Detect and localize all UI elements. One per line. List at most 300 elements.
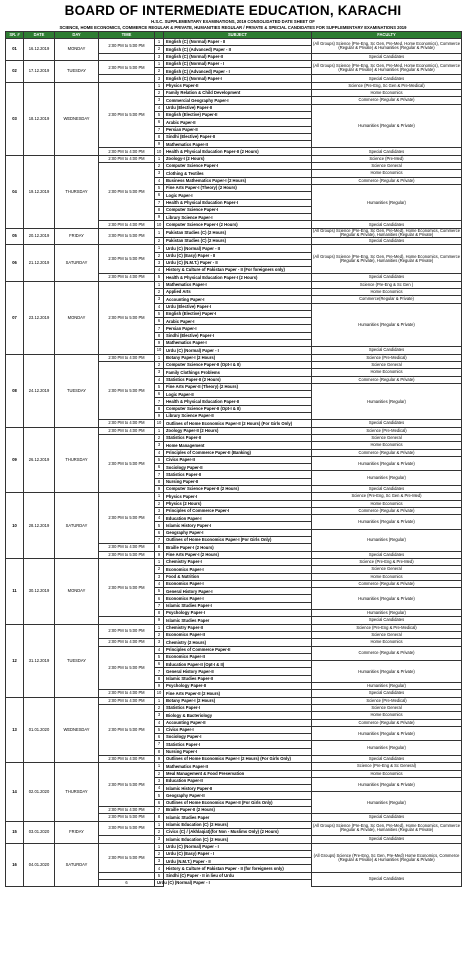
subject-cell: Home Management <box>164 442 312 449</box>
paper-no-cell: 5 <box>155 522 164 529</box>
time-cell: 2:00 PM to 5:00 PM <box>99 646 155 690</box>
paper-no-cell: 2 <box>155 850 164 857</box>
faculty-cell: (All Groups) Science (Pre-Eng, Sc Gen, Pre-Med), Home Economics, Commerce (Regular & Private), Humanities (Regular & Private) <box>312 821 462 836</box>
faculty-cell: Humanities (Regular) <box>312 184 462 220</box>
subject-cell: Statistics Paper-II <box>164 434 312 441</box>
faculty-cell: Humanities (Regular & Private) <box>312 588 462 610</box>
paper-no-cell: 2 <box>155 631 164 638</box>
subject-cell: Economics Paper-II <box>164 653 312 660</box>
subject-cell: Economics Paper-I <box>164 595 312 602</box>
faculty-cell: Science (Pre-Eng, Sc Gen & Pre-Medical) <box>312 82 462 89</box>
time-cell: 2:00 PM to 5:00 PM <box>99 434 155 492</box>
day-cell: MONDAY <box>55 39 99 61</box>
subject-cell: Geography Paper-I <box>164 529 312 536</box>
faculty-cell: (All Groups) Science (Pre-Eng, Sc Gen, Pre-Med, Home Economics), Commerce (Regular & Private) & Humanities (Regular & Private) <box>312 60 462 75</box>
page-subtitle: H.S.C. SUPPLEMENTARY EXAMINATIONS, 2019 CONSOLIDATED DATE SHEET OF <box>151 19 315 24</box>
header-time: TIME <box>99 32 155 39</box>
subject-cell: Health & Physical Education Paper-II (2 Hours) <box>164 148 312 155</box>
subject-cell: Mathematics Paper-I <box>164 340 312 347</box>
subject-cell: Chemistry Paper-I <box>164 558 312 565</box>
subject-cell: Library Science Paper-I <box>164 214 312 221</box>
time-cell: 2:00 PM to 5:00 PM <box>99 558 155 616</box>
subject-cell: English (C) (Normal) Paper-I <box>164 75 312 82</box>
subject-cell: Fine Arts Paper-I (2 Hours) <box>164 551 312 558</box>
time-cell: 3:00 PM to 5:00 PM <box>99 821 155 836</box>
day-cell: TUESDAY <box>55 624 99 697</box>
subject-cell: Urdu (C) (Normal) Paper - I <box>164 843 312 850</box>
time-cell <box>99 75 155 82</box>
header-sr: SR. # <box>6 32 24 39</box>
faculty-cell: Special Candidates <box>312 221 462 228</box>
time-cell: 2:00 PM to 4:00 PM <box>99 274 155 281</box>
paper-no-cell: 3 <box>155 712 164 719</box>
subject-cell: Urdu (C) (Easy) Paper - I <box>164 850 312 857</box>
faculty-cell: Special Candidates <box>312 347 462 354</box>
faculty-cell: Humanities (Regular) <box>312 471 462 486</box>
paper-no-cell: 4 <box>155 376 164 383</box>
time-cell: 2:00 PM to 5:00 PM <box>99 39 155 54</box>
day-cell: FRIDAY <box>55 821 99 843</box>
paper-no-cell: 1 <box>155 697 164 704</box>
faculty-cell: Special Candidates <box>312 53 462 60</box>
subject-cell: Islamic Studies Paper-I <box>164 602 312 609</box>
paper-no-cell: 7 <box>155 199 164 206</box>
faculty-cell: Special Candidates <box>312 690 462 697</box>
subject-cell: Sociology Paper-I <box>164 734 312 741</box>
faculty-cell: Special Candidates <box>312 420 462 427</box>
paper-no-cell: 8 <box>155 814 164 821</box>
day-cell: FRIDAY <box>55 228 99 244</box>
paper-no-cell: 4 <box>155 785 164 792</box>
time-cell: 2:00 PM to 5:00 PM <box>99 624 155 639</box>
subject-cell: English (Elective) Paper-II <box>164 111 312 118</box>
subject-cell: Family Relation & Child Development <box>164 90 312 97</box>
subject-cell: Principles of Commerce Paper-II (Banking) <box>164 449 312 456</box>
paper-no-cell: 1 <box>155 763 164 770</box>
time-cell: 2:00 PM to 4:00 PM <box>99 544 155 551</box>
date-cell: 31.12.2019 <box>24 624 55 697</box>
subject-cell: Accounting Paper-I <box>164 296 312 303</box>
day-cell: TUESDAY <box>55 354 99 427</box>
subject-cell: Commercial Geography Paper-I <box>164 97 312 104</box>
faculty-cell: Humanities (Regular) <box>312 741 462 756</box>
paper-no-cell: 10 <box>155 347 164 354</box>
paper-no-cell: 7 <box>155 741 164 748</box>
date-cell: 24.12.2019 <box>24 354 55 427</box>
paper-no-cell: 3 <box>155 369 164 376</box>
serial-cell: 14 <box>6 763 24 821</box>
paper-no-cell: 3 <box>155 639 164 646</box>
faculty-cell: Special Candidates <box>312 617 462 624</box>
date-cell: 16.12.2019 <box>24 39 55 61</box>
faculty-cell: Science (Pre-Eng, Sc Gen & Pre-Med) <box>312 493 462 500</box>
day-cell: THURSDAY <box>55 155 99 228</box>
paper-no-cell: 2 <box>155 828 164 835</box>
time-cell: 2:00 PM to 5:00 PM <box>99 245 155 274</box>
paper-no-cell: 7 <box>155 471 164 478</box>
subject-cell: Braille Paper-II (2 Hours) <box>164 807 312 814</box>
paper-no-cell: 9 <box>155 486 164 493</box>
subject-cell: Pakistan Studies (C) (2 Hours) <box>164 237 312 244</box>
subject-cell: Civics (C) / (Akhlaqiat)(for Non - Muslims Only) (2 Hours) <box>164 828 312 835</box>
paper-no-cell: 5 <box>155 792 164 799</box>
subject-cell: Psychology Paper-I <box>164 610 312 617</box>
paper-no-cell: 3 <box>155 836 164 843</box>
faculty-cell: Special Candidates <box>312 872 462 887</box>
paper-no-cell: 6 <box>155 595 164 602</box>
paper-no-cell: 4 <box>155 104 164 111</box>
faculty-cell: Home Economics <box>312 90 462 97</box>
faculty-cell: Humanities (Regular) <box>312 383 462 419</box>
subject-cell: Education Paper-I <box>164 515 312 522</box>
paper-no-cell: 6 <box>155 661 164 668</box>
paper-no-cell: 8 <box>155 478 164 485</box>
paper-no-cell: 3 <box>155 507 164 514</box>
subject-cell: Urdu (N.M.T.) Paper - II <box>164 858 312 865</box>
date-cell: 03.01.2020 <box>24 821 55 843</box>
faculty-cell: Special Candidates <box>312 237 462 244</box>
subject-cell: General History Paper-I <box>164 588 312 595</box>
paper-no-cell: 4 <box>155 580 164 587</box>
paper-no-cell: 5 <box>155 184 164 191</box>
subject-cell: Health & Physical Education Paper-I (2 Hours) <box>164 274 312 281</box>
time-cell: 3:00 PM to 5:00 PM <box>99 228 155 244</box>
faculty-cell: Science (Pre-Medical) <box>312 354 462 361</box>
subject-cell: Applied Arts <box>164 288 312 295</box>
subject-cell: Computer Science Paper-I <box>164 206 312 213</box>
subject-cell: Principles of Commerce Paper-II <box>164 646 312 653</box>
time-cell: 2:00 PM to 5:00 PM <box>99 814 155 821</box>
table-body <box>6 39 462 887</box>
subject-cell: Biology & Bacteriology <box>164 712 312 719</box>
paper-no-cell: 9 <box>155 413 164 420</box>
time-cell: 2:00 PM to 5:00 PM <box>99 60 155 75</box>
date-cell: 28.12.2019 <box>24 493 55 559</box>
subject-cell: Computer Science Paper-II (Opt-I & II) <box>164 405 312 412</box>
paper-no-cell: 7 <box>155 126 164 133</box>
paper-no-cell: 6 <box>155 192 164 199</box>
page-subtitle-2: SCIENCE, HOME ECONOMICS, COMMERCE REGULAR & PRIVATE, HUMANITIES REGULAR / PRIVATE & SPECIAL CANDIDATES FOR SUPPLEMENTARY EXAMINATIONS 2019 <box>59 24 407 30</box>
faculty-cell: Science General <box>312 704 462 711</box>
date-cell: 02.01.2020 <box>24 763 55 821</box>
faculty-cell: Special Candidates <box>312 274 462 281</box>
header-day: DAY <box>55 32 99 39</box>
subject-cell: English (Elective) Paper-I <box>164 310 312 317</box>
subject-cell: Fine Arts Paper-II (2 Hours) <box>164 690 312 697</box>
subject-cell: Urdu (C) (N.M.T.) Paper - II <box>164 259 312 266</box>
faculty-cell: Humanities (Regular & Private) <box>312 303 462 347</box>
paper-no-cell: 7 <box>155 807 164 814</box>
time-cell: 2:00 PM to 4:00 PM <box>99 148 155 155</box>
subject-cell: Botany Paper-I (2 Hours) <box>164 354 312 361</box>
paper-no-cell: 1 <box>155 82 164 89</box>
subject-cell: Mathematics Paper-II <box>164 763 312 770</box>
faculty-cell: Science (Pre-Med) <box>312 155 462 162</box>
paper-no-cell: 5 <box>155 588 164 595</box>
time-cell: 2:00 PM to 4:00 PM <box>99 221 155 228</box>
subject-cell: Statistics Paper-II (2 Hours) <box>164 376 312 383</box>
faculty-cell: Commerce(Regular & Private) <box>312 296 462 303</box>
time-cell: 2:00 PM to 5:00 PM <box>99 843 155 872</box>
paper-no-cell: 2 <box>155 566 164 573</box>
subject-cell: Braille Paper-I (2 Hours) <box>164 544 312 551</box>
subject-cell: Statistics Paper-I <box>164 704 312 711</box>
subject-cell: Zoology Paper-II (2 Hours) <box>164 427 312 434</box>
paper-no-cell: 6 <box>155 318 164 325</box>
faculty-cell: Special Candidates <box>312 75 462 82</box>
subject-cell: Education Paper-II <box>164 777 312 784</box>
time-cell <box>99 53 155 60</box>
faculty-cell: Home Economics <box>312 442 462 449</box>
faculty-cell: Science General <box>312 163 462 170</box>
date-cell: 23.12.2019 <box>24 281 55 354</box>
subject-cell: Outlines of Home Economics Paper-I (For Girls Only) <box>164 537 312 544</box>
faculty-cell: Humanities (Regular & Private) <box>312 456 462 471</box>
faculty-cell: Science General <box>312 631 462 638</box>
table-row <box>6 82 462 89</box>
subject-cell: Meal Management & Food Preservation <box>164 770 312 777</box>
subject-cell: Physics Paper-I <box>164 493 312 500</box>
subject-cell: History & Culture of Pakistan Paper - II (for foreigners only) <box>164 865 312 872</box>
faculty-cell: Special Candidates <box>312 486 462 493</box>
time-cell: 2:00 PM to 4:00 PM <box>99 755 155 762</box>
subject-cell: Economics Paper-I <box>164 566 312 573</box>
faculty-cell: Special Candidates <box>312 148 462 155</box>
subject-cell: Islamic History Paper-II <box>164 785 312 792</box>
paper-no-cell: 5 <box>155 456 164 463</box>
time-cell: 2:00 PM to 4:00 PM <box>99 427 155 434</box>
faculty-cell: (All Groups) Science (Pre-Eng, Sc Gen, Pre-Med), Home Economics, Commerce (Regular & Private), Humanities (Regular & Private) <box>313 227 460 237</box>
time-cell: 2:00 PM to 5:00 PM <box>99 163 155 221</box>
table-row <box>6 281 462 288</box>
paper-no-cell: 10 <box>155 690 164 697</box>
faculty-cell: Commerce (Regular & Private) <box>312 580 462 587</box>
time-cell: 2:00 PM to 5:00 PM <box>99 704 155 755</box>
subject-cell: Arabic Paper-I <box>164 318 312 325</box>
serial-cell: 08 <box>6 354 24 427</box>
subject-cell: Urdu (C) (Normal) Paper - II <box>164 245 312 252</box>
paper-no-cell: 3 <box>155 75 164 82</box>
faculty-cell: Home Economics <box>312 712 462 719</box>
subject-cell: Islamic History Paper-I <box>164 522 312 529</box>
faculty-cell: Commerce (Regular & Private) <box>312 449 462 456</box>
paper-no-cell: 8 <box>155 544 164 551</box>
faculty-cell: Science (Pre-Eng & Sc General) <box>312 763 462 770</box>
paper-no-cell: 6 <box>155 734 164 741</box>
time-cell: 2:00 PM to 4:00 PM <box>99 697 155 704</box>
day-cell: WEDNESDAY <box>55 82 99 155</box>
date-cell: 21.12.2019 <box>24 245 55 281</box>
paper-no-cell: 2 <box>155 163 164 170</box>
date-cell: 19.12.2019 <box>24 155 55 228</box>
time-cell <box>99 617 155 624</box>
page-title: BOARD OF INTERMEDIATE EDUCATION, KARACHI <box>64 3 402 18</box>
faculty-cell: Home Economics <box>312 288 462 295</box>
paper-no-cell: 8 <box>155 405 164 412</box>
faculty-cell: Humanities (Regular) <box>312 683 462 690</box>
date-sheet-table <box>5 31 462 887</box>
paper-no-cell: 5 <box>155 726 164 733</box>
paper-no-cell: 7 <box>155 398 164 405</box>
table-row <box>6 354 462 361</box>
subject-cell: Urdu (Elective) Paper-I <box>164 303 312 310</box>
subject-cell: Economics Paper-II <box>164 631 312 638</box>
paper-no-cell: 1 <box>155 821 164 828</box>
paper-no-cell: 8 <box>155 748 164 755</box>
paper-no-cell: 2 <box>155 288 164 295</box>
subject-cell: Geography Paper-II <box>164 792 312 799</box>
table-row <box>6 821 462 828</box>
table-row <box>6 493 462 500</box>
subject-cell: Computer Science Paper-II (Opt-I & II) <box>164 361 312 368</box>
time-cell: 2:00 PM to 4:00 PM <box>99 155 155 162</box>
table-row <box>6 624 462 631</box>
faculty-cell: Home Economics <box>312 369 462 376</box>
faculty-cell: Science General <box>312 566 462 573</box>
paper-no-cell: 9 <box>155 617 164 624</box>
subject-cell: Islamic Studies Paper <box>164 617 312 624</box>
subject-cell: English (C) (Normal) Paper - I <box>164 60 312 67</box>
faculty-cell: Science (Pre-Eng & Pre-Med) <box>312 558 462 565</box>
paper-no-cell: 3 <box>155 53 164 60</box>
paper-no-cell: 10 <box>155 420 164 427</box>
serial-cell: 10 <box>6 493 24 559</box>
subject-cell: Persian Paper-II <box>164 126 312 133</box>
paper-no-cell: 1 <box>155 245 164 252</box>
subject-cell: Fine Arts Paper-I (Theory) (2 Hours) <box>164 184 312 191</box>
time-cell: 2:00 PM to 5:00 PM <box>99 281 155 354</box>
header-faculty: FACULTY <box>312 32 462 39</box>
time-cell: 2:00 PM to 4:00 PM <box>99 420 155 427</box>
subject-cell: Statistics Paper-II <box>164 471 312 478</box>
serial-cell: 05 <box>6 228 24 244</box>
subject-cell: Computer Science Paper-I <box>164 163 312 170</box>
subject-cell: Urdu (Elective) Paper-II <box>164 104 312 111</box>
paper-no-cell: 5 <box>155 872 164 879</box>
faculty-cell: Science (Pre-Eng & Pre-Medical) <box>312 624 462 631</box>
subject-cell: Principles of Commerce Paper-I <box>164 507 312 514</box>
table-row <box>6 60 462 67</box>
subject-cell: Economics Paper-I <box>164 580 312 587</box>
subject-cell: Library Science Paper-II <box>164 413 312 420</box>
table-row <box>6 427 462 434</box>
paper-no-cell: 10 <box>155 221 164 228</box>
paper-no-cell: 10 <box>155 148 164 155</box>
subject-cell: English (C) (Advanced) Paper - I <box>164 68 312 75</box>
serial-cell: 06 <box>6 245 24 281</box>
faculty-cell: Science General <box>312 361 462 368</box>
subject-cell: Outlines of Home Economics Paper-II (2 Hours) (For Girls Only) <box>164 420 312 427</box>
table-row <box>6 763 462 770</box>
subject-cell: English (C) (Advanced) Paper - II <box>164 46 312 53</box>
header-subject: SUBJECT <box>164 32 312 39</box>
faculty-cell: Commerce (Regular & Private) <box>312 719 462 726</box>
serial-cell: 13 <box>6 697 24 763</box>
subject-cell: Computer Science Paper-II (2 Hours) <box>164 486 312 493</box>
faculty-cell: Science (Pre-Medical) <box>312 427 462 434</box>
subject-cell: Urdu (C) (Normal) Paper - I <box>155 880 164 887</box>
faculty-cell: Commerce (Regular & Private) <box>312 646 462 661</box>
table-row <box>6 155 462 162</box>
subject-cell: Business Mathematics Paper-I (2 Hours) <box>164 177 312 184</box>
table-header-row <box>6 32 462 39</box>
table-row <box>6 558 462 565</box>
subject-cell: English (C) (Normal) Paper - II <box>164 39 312 46</box>
serial-cell: 12 <box>6 624 24 697</box>
paper-no-cell: 8 <box>155 206 164 213</box>
time-cell <box>99 872 155 879</box>
paper-no-cell: 3 <box>155 259 164 266</box>
paper-no-cell: 1 <box>155 624 164 631</box>
subject-cell: Nursing Paper-II <box>164 478 312 485</box>
subject-cell: Clothing & Textiles <box>164 170 312 177</box>
faculty-cell: Home Economics <box>312 770 462 777</box>
serial-cell: 02 <box>6 60 24 82</box>
subject-cell: English (C) (Normal) Paper-II <box>164 53 312 60</box>
subject-cell: Sindhi (Elective) Paper-I <box>164 332 312 339</box>
paper-no-cell: 9 <box>155 551 164 558</box>
paper-no-cell: 2 <box>155 434 164 441</box>
serial-cell: 15 <box>6 821 24 843</box>
faculty-cell: Humanities (Regular) <box>312 792 462 814</box>
paper-no-cell: 9 <box>155 340 164 347</box>
serial-cell: 01 <box>6 39 24 61</box>
faculty-cell: Commerce (Regular & Private) <box>312 97 462 104</box>
faculty-cell: Home Economics <box>312 573 462 580</box>
date-cell: 04.01.2020 <box>24 843 55 887</box>
subject-cell: Persian Paper-I <box>164 325 312 332</box>
paper-no-cell: 8 <box>155 675 164 682</box>
day-cell: TUESDAY <box>55 60 99 82</box>
paper-no-cell: 5 <box>155 653 164 660</box>
paper-no-cell: 7 <box>155 537 164 544</box>
paper-no-cell: 2 <box>155 90 164 97</box>
paper-no-cell: 6 <box>99 880 155 887</box>
subject-cell: Fine Arts Paper-II (Theory) (2 Hours) <box>164 383 312 390</box>
day-cell: THURSDAY <box>55 763 99 821</box>
paper-no-cell: 5 <box>155 111 164 118</box>
faculty-cell: Special Candidates <box>312 755 462 762</box>
paper-no-cell: 3 <box>155 97 164 104</box>
paper-no-cell: 1 <box>155 493 164 500</box>
paper-no-cell: 1 <box>155 427 164 434</box>
subject-cell: Accounting Paper-II <box>164 719 312 726</box>
time-cell: 2:00 PM to 5:00 PM <box>99 763 155 807</box>
subject-cell: Chemistry (2 Hours) <box>164 639 312 646</box>
faculty-cell: Home Economics <box>312 170 462 177</box>
subject-cell: Sindhi (C) Paper - II in lieu of Urdu <box>164 872 312 879</box>
paper-no-cell: 5 <box>155 310 164 317</box>
paper-no-cell: 7 <box>155 602 164 609</box>
paper-no-cell: 5 <box>155 274 164 281</box>
day-cell: SATURDAY <box>55 493 99 559</box>
subject-cell: Psychology Paper-II <box>164 683 312 690</box>
date-cell: 30.12.2019 <box>24 558 55 624</box>
time-cell: 2:00 PM to 4:00 PM <box>99 690 155 697</box>
faculty-cell: (All Groups) Science (Pre-Eng, Sc Gen, Pre-Med), Home Economics, Commerce (Regular & Private), Humanities (Regular & Private) <box>312 245 462 274</box>
paper-no-cell: 7 <box>155 668 164 675</box>
subject-cell: Civics Paper-II <box>164 456 312 463</box>
subject-cell: Botany Paper-I (2 Hours) <box>164 697 312 704</box>
time-cell: 2:00 PM to 4:00 PM <box>99 639 155 646</box>
paper-no-cell: 1 <box>155 155 164 162</box>
paper-no-cell: 1 <box>155 843 164 850</box>
paper-no-cell: 1 <box>155 39 164 46</box>
paper-no-cell: 5 <box>155 383 164 390</box>
paper-no-cell: 9 <box>155 683 164 690</box>
subject-cell: General History Paper-II <box>164 668 312 675</box>
paper-no-cell: 1 <box>155 281 164 288</box>
